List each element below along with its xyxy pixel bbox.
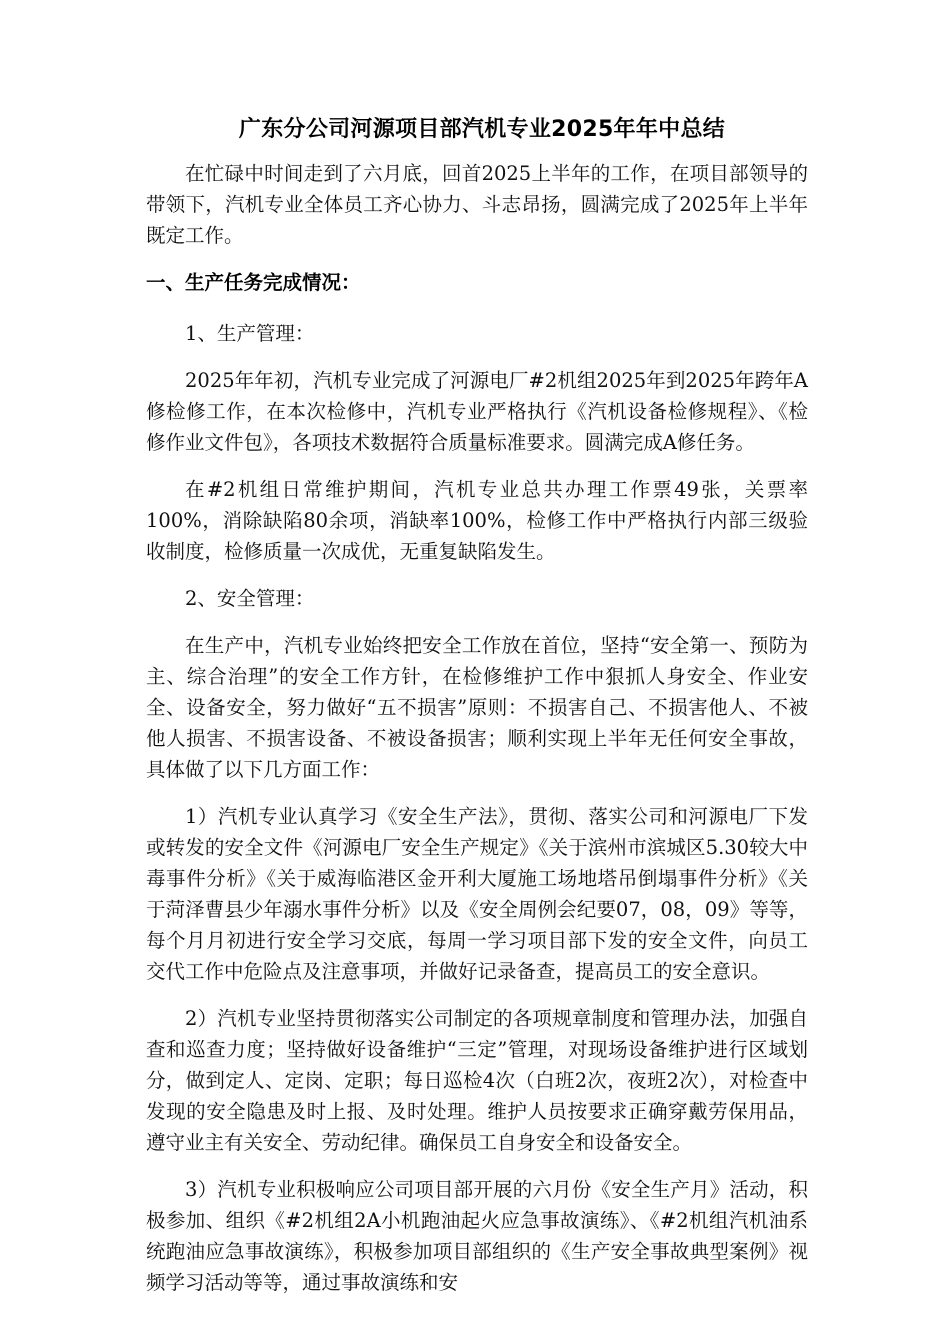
document-page bbox=[146, 112, 808, 1314]
intro-paragraph: 在忙碌中时间走到了六月底，回首2025上半年的工作，在项目部领导的带领下，汽机专业全体员工齐心协力、斗志昂扬，圆满完成了2025年上半年既定工作。 bbox=[146, 162, 808, 247]
subheading-safety-management: 2、安全管理： bbox=[185, 587, 315, 610]
document-title: 广东分公司河源项目部汽机专业2025年年中总结 bbox=[238, 117, 726, 142]
paragraph-overhaul: 2025年年初，汽机专业完成了河源电厂#2机组2025年到2025年跨年A修检修工作，在本次检修中，汽机专业严格执行《汽机设备检修规程》、《检修作业文件包》，各项技术数据符合质量标准要求。圆满完成A修任务。 bbox=[146, 369, 808, 454]
paragraph-safety-item-2: 2）汽机专业坚持贯彻落实公司制定的各项规章制度和管理办法，加强自查和巡查力度；坚持做好设备维护“三定”管理，对现场设备维护进行区域划分，做到定人、定岗、定职；每日巡检4次（白班2次，夜班2次），对检查中发现的安全隐患及时上报、及时处理。维护人员按要求正确穿戴劳保用品，遵守业主有关安全、劳动纪律。确保员工自身安全和设备安全。 bbox=[146, 1007, 808, 1154]
paragraph-safety-item-1: 1）汽机专业认真学习《安全生产法》，贯彻、落实公司和河源电厂下发或转发的安全文件《河源电厂安全生产规定》《关于滨州市滨城区5.30较大中毒事件分析》《关于威海临港区金开利大厦施工场地塔吊倒塌事件分析》《关于菏泽曹县少年溺水事件分析》以及《安全周例会纪要07，08，09》等等，每个月月初进行安全学习交底，每周一学习项目部下发的安全文件，向员工交代工作中危险点及注意事项，并做好记录备查，提高员工的安全意识。 bbox=[146, 805, 808, 983]
paragraph-safety-item-3: 3）汽机专业积极响应公司项目部开展的六月份《安全生产月》活动，积极参加、组织《#2机组2A小机跑油起火应急事故演练》、《#2机组汽机油系统跑油应急事故演练》，积极参加项目部组织的《生产安全事故典型案例》视频学习活动等等，通过事故演练和安 bbox=[146, 1178, 808, 1294]
paragraph-maintenance: 在#2机组日常维护期间，汽机专业总共办理工作票49张，关票率100%，消除缺陷80余项，消缺率100%，检修工作中严格执行内部三级验收制度，检修质量一次成优，无重复缺陷发生。 bbox=[146, 478, 808, 563]
paragraph-safety-policy: 在生产中，汽机专业始终把安全工作放在首位，坚持“安全第一、预防为主、综合治理”的安全工作方针，在检修维护工作中狠抓人身安全、作业安全、设备安全，努力做好“五不损害”原则：不损害自己、不损害他人、不被他人损害、不损害设备、不被设备损害；顺利实现上半年无任何安全事故，具体做了以下几方面工作： bbox=[146, 634, 808, 781]
section-heading-production: 一、生产任务完成情况： bbox=[146, 271, 361, 294]
subheading-production-management: 1、生产管理： bbox=[185, 322, 315, 345]
